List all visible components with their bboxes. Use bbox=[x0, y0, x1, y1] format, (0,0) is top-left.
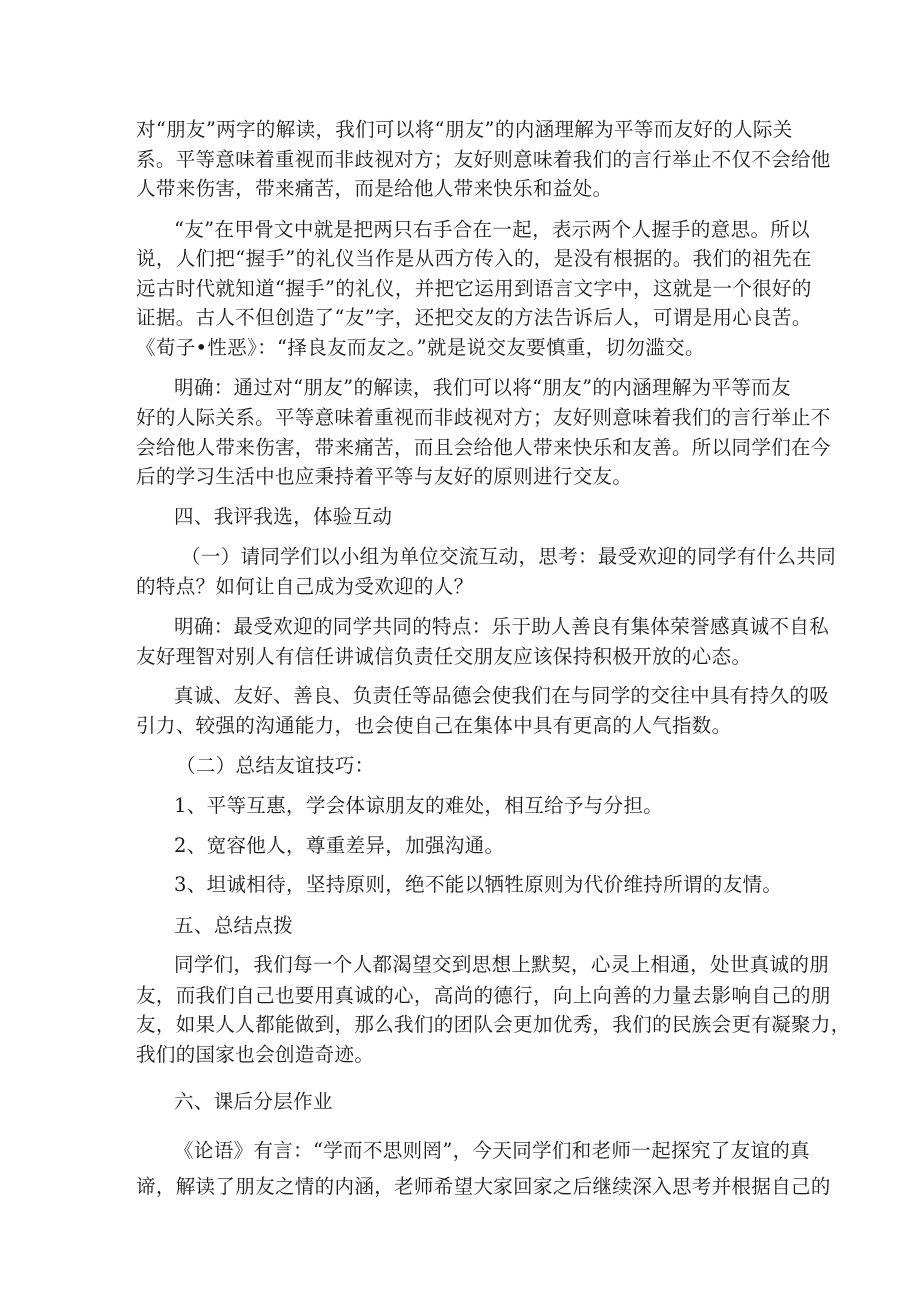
list-item: 2、宽容他人，尊重差异，加强沟通。 bbox=[174, 834, 505, 857]
text-line: 后的学习生活中也应秉持着平等与友好的原则进行交友。 bbox=[136, 465, 633, 488]
text-line: 真诚、友好、善良、负责任等品德会使我们在与同学的交往中具有持久的吸 bbox=[174, 684, 830, 707]
text-line: 谛，解读了朋友之情的内涵，老师希望大家回家之后继续深入思考并根据自己的 bbox=[136, 1175, 831, 1198]
text-line: 系。平等意味着重视而非歧视对方；友好则意味着我们的言行举止不仅不会给他 bbox=[136, 148, 831, 171]
list-item: 3、坦诚相待，坚持原则，绝不能以牺牲原则为代价维持所谓的友情。 bbox=[174, 873, 783, 896]
text-line: 友，而我们自己也要用真诚的心，高尚的德行，向上向善的力量去影响自己的朋 bbox=[136, 984, 831, 1007]
text-line: （一）请同学们以小组为单位交流互动，思考：最受欢迎的同学有什么共同 bbox=[181, 545, 837, 568]
text-line: 远古时代就知道“握手”的礼仪，并把它运用到语言文字中，这就是一个很好的 bbox=[136, 277, 812, 300]
section-heading: 五、总结点拨 bbox=[174, 914, 294, 937]
text-line: 证据。古人不但创造了“友”字，还把交友的方法告诉后人，可谓是用心良苦。 bbox=[136, 306, 812, 329]
text-line: 说，人们把“握手”的礼仪当作是从西方传入的，是没有根据的。我们的祖先在 bbox=[136, 247, 812, 270]
text-line: 《论语》有言：“学而不思则罔”，今天同学们和老师一起探究了友谊的真 bbox=[174, 1139, 810, 1162]
section-heading: 四、我评我选，体验互动 bbox=[174, 505, 393, 528]
text-line: “友”在甲骨文中就是把两只右手合在一起，表示两个人握手的意思。所以 bbox=[174, 218, 810, 241]
text-line: 明确：最受欢迎的同学共同的特点：乐于助人善良有集体荣誉感真诚不自私 bbox=[174, 615, 830, 638]
text-line: 引力、较强的沟通能力，也会使自己在集体中具有更高的人气指数。 bbox=[136, 714, 732, 737]
section-heading: 六、课后分层作业 bbox=[174, 1090, 333, 1113]
text-line: 的特点？如何让自己成为受欢迎的人？ bbox=[136, 575, 474, 598]
text-line: 《荀子•性恶》：“择良友而友之。”就是说交友要慎重，切勿滥交。 bbox=[136, 336, 705, 359]
text-line: 同学们，我们每一个人都渴望交到思想上默契，心灵上相通，处世真诚的朋 bbox=[174, 953, 830, 976]
list-item: 1、平等互惠，学会体谅朋友的难处，相互给予与分担。 bbox=[174, 794, 664, 817]
text-line: 人带来伤害，带来痛苦，而是给他人带来快乐和益处。 bbox=[136, 177, 613, 200]
subsection-heading: （二）总结友谊技巧： bbox=[176, 754, 375, 777]
text-line: 明确：通过对“朋友”的解读，我们可以将“朋友”的内涵理解为平等而友 bbox=[174, 376, 791, 399]
text-line: 我们的国家也会创造奇迹。 bbox=[136, 1043, 375, 1066]
text-line: 友，如果人人都能做到，那么我们的团队会更加优秀，我们的民族会更有凝聚力， bbox=[136, 1013, 851, 1036]
text-line: 好的人际关系。平等意味着重视而非歧视对方；友好则意味着我们的言行举止不 bbox=[136, 406, 831, 429]
text-line: 会给他人带来伤害，带来痛苦，而且会给他人带来快乐和友善。所以同学们在今 bbox=[136, 436, 831, 459]
text-line: 对“朋友”两字的解读，我们可以将“朋友”的内涵理解为平等而友好的人际关 bbox=[136, 118, 793, 141]
text-line: 友好理智对别人有信任讲诚信负责任交朋友应该保持积极开放的心态。 bbox=[136, 645, 752, 668]
